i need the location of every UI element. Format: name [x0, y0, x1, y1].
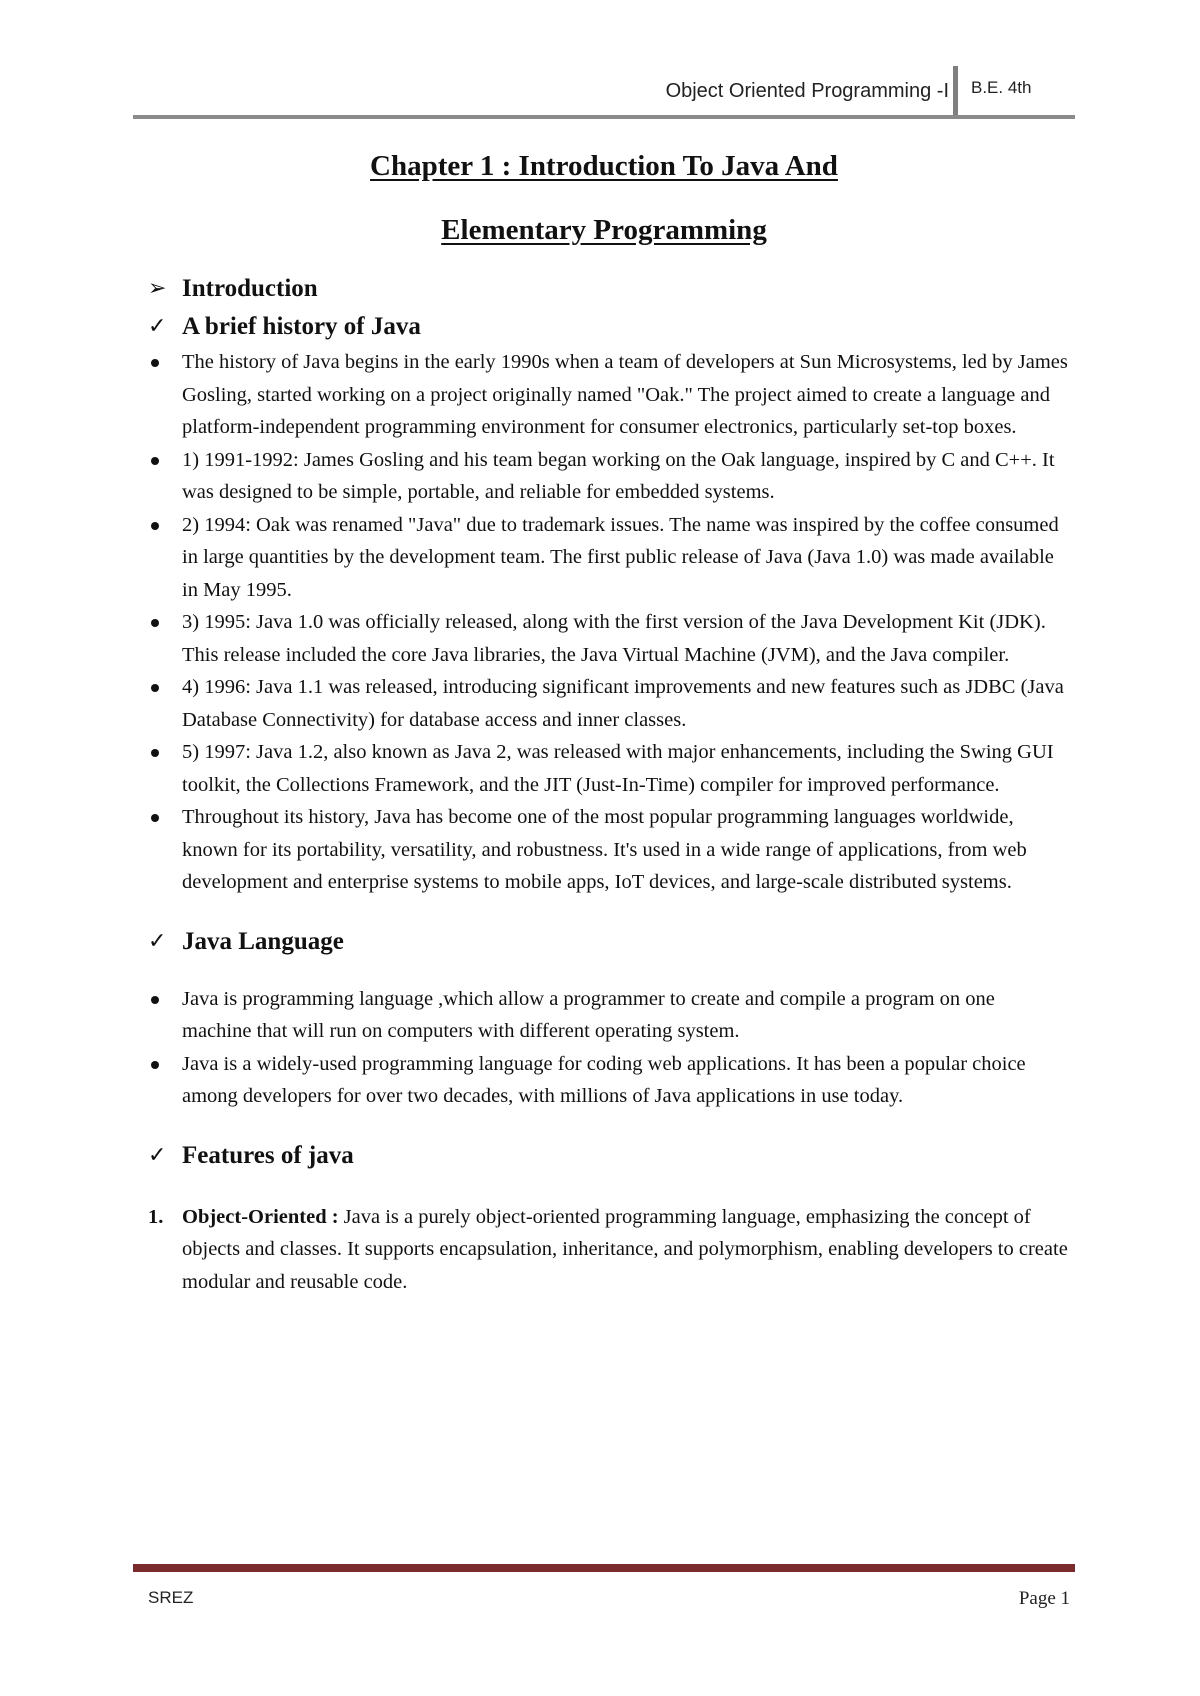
- list-item: [148, 444, 1068, 509]
- feature-description: Java is a purely object-oriented programming language, emphasizing the concept of objects and classes. It supports encapsulation, inheritance, and polymorphism, enabling developers to create modular and reusable code.: [182, 1205, 1068, 1293]
- header-divider: [953, 66, 958, 116]
- list-item-text: 3) 1995: Java 1.0 was officially released, along with the first version of the Java Development Kit (JDK). This release included the core Java libraries, the Java Virtual Machine (JVM), and the Java compiler.: [182, 611, 1046, 666]
- section-title: Introduction: [182, 275, 318, 302]
- list-item-text: Java is a widely-used programming language for coding web applications. It has been a popular choice among developers for over two decades, with millions of Java applications in use today.: [182, 1052, 1026, 1107]
- bullet-dot-icon: [151, 619, 159, 627]
- list-item: [148, 736, 1068, 801]
- page-header: [133, 66, 1075, 120]
- course-title: Object Oriented Programming -I: [665, 80, 949, 102]
- semester-badge: B.E. 4th: [971, 78, 1032, 97]
- section-introduction: [148, 270, 1068, 308]
- section-title: Java Language: [182, 927, 344, 955]
- bullet-dot-icon: [151, 814, 159, 822]
- bullet-dot-icon: [151, 1061, 159, 1069]
- list-item-text: The history of Java begins in the early 1990s when a team of developers at Sun Microsystems, led by James Gosling, started working on a project originally named "Oak." The project aimed to create a language and platform-independent programming environment for consumer electronics, particularly set-top boxes.: [182, 351, 1068, 438]
- feature-number: 1.: [148, 1205, 164, 1228]
- list-item-text: 2) 1994: Oak was renamed "Java" due to trademark issues. The name was inspired by the coffee consumed in large quantities by the development team. The first public release of Java (Java 1.0) was made available in May 1995.: [182, 513, 1059, 601]
- arrow-bullet-icon: ➢: [148, 276, 167, 301]
- bullet-dot-icon: [151, 996, 159, 1004]
- features-numbered-list: [148, 1201, 1068, 1299]
- feature-term: Object-Oriented :: [182, 1205, 339, 1228]
- section-title: Features of java: [182, 1141, 354, 1169]
- section-title: A brief history of Java: [182, 313, 421, 340]
- document-body: [148, 270, 1068, 1298]
- bullet-dot-icon: [151, 359, 159, 367]
- list-item: [148, 346, 1068, 444]
- footer-author: SREZ: [148, 1588, 194, 1607]
- bullet-dot-icon: [151, 684, 159, 692]
- chapter-title-line-2: Elementary Programming: [441, 214, 767, 246]
- list-item-text: 4) 1996: Java 1.1 was released, introducing significant improvements and new features such as JDBC (Java Database Connectivity) for database access and inner classes.: [182, 676, 1064, 731]
- history-bullet-list: [148, 346, 1068, 899]
- section-features: [148, 1137, 1068, 1175]
- checkmark-icon: ✓: [148, 1142, 167, 1168]
- list-item: [148, 801, 1068, 899]
- section-history: [148, 308, 1068, 346]
- bullet-dot-icon: [151, 522, 159, 530]
- section-java-language: [148, 923, 1068, 961]
- bullet-dot-icon: [151, 457, 159, 465]
- checkmark-icon: ✓: [148, 314, 167, 339]
- list-item: [148, 606, 1068, 671]
- chapter-title-line-1: Chapter 1 : Introduction To Java And: [370, 150, 838, 182]
- list-item: [148, 1048, 1068, 1113]
- bullet-dot-icon: [151, 749, 159, 757]
- footer-rule: [133, 1564, 1075, 1572]
- list-item: [148, 671, 1068, 736]
- list-item-text: Throughout its history, Java has become one of the most popular programming languages worldwide, known for its portability, versatility, and robustness. It's used in a wide range of applications, from web development and enterprise systems to mobile apps, IoT devices, and large-scale distributed systems.: [182, 806, 1027, 893]
- list-item: [148, 509, 1068, 607]
- header-rule: [133, 115, 1075, 119]
- list-item-text: Java is programming language ,which allow a programmer to create and compile a program on one machine that will run on computers with different operating system.: [182, 987, 995, 1042]
- checkmark-icon: ✓: [148, 928, 167, 954]
- language-bullet-list: [148, 983, 1068, 1113]
- feature-item: [148, 1201, 1068, 1299]
- list-item-text: 5) 1997: Java 1.2, also known as Java 2, was released with major enhancements, including the Swing GUI toolkit, the Collections Framework, and the JIT (Just-In-Time) compiler for improved performance.: [182, 741, 1054, 796]
- list-item-text: 1) 1991-1992: James Gosling and his team began working on the Oak language, inspired by C and C++. It was designed to be simple, portable, and reliable for embedded systems.: [182, 448, 1055, 503]
- page-number: Page 1: [1018, 1588, 1070, 1609]
- list-item: [148, 983, 1068, 1048]
